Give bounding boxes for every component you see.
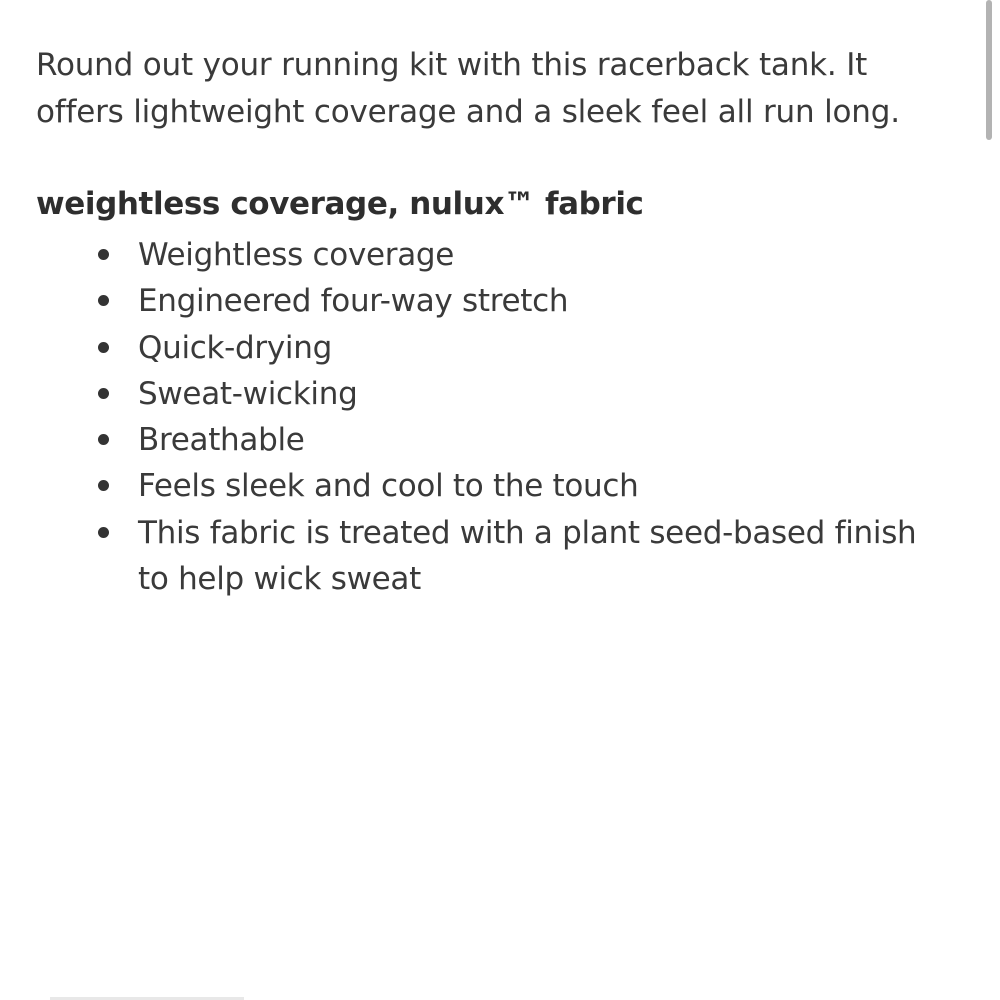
list-item [36,325,946,371]
product-intro-text: Round out your running kit with this racerback tank. It offers lightweight coverage and a sleek feel all run long. [36,47,900,130]
feature-heading: weightless coverage, nulux™ fabric [36,186,644,222]
feature-text: This fabric is treated with a plant seed-based finish to help wick sweat [138,514,917,598]
feature-text: Quick-drying [138,329,332,366]
list-item [36,510,946,603]
feature-text: Sweat-wicking [138,375,358,412]
feature-text: Feels sleek and cool to the touch [138,468,639,505]
list-item [36,417,946,463]
feature-text: Weightless coverage [138,237,455,273]
bullet-icon [98,388,109,399]
bullet-icon [98,342,109,353]
scrollbar[interactable] [986,0,992,140]
faded-feedback-section [50,782,950,808]
feature-text: Engineered four-way stretch [138,283,569,320]
list-item [36,278,946,324]
product-description [36,42,946,602]
feature-text: Breathable [138,422,305,459]
bullet-icon [98,527,109,538]
bullet-icon [98,295,109,306]
bullet-icon [98,434,109,445]
bullet-icon [98,249,109,260]
list-item [36,371,946,417]
list-item [36,232,946,278]
feature-list [36,232,946,602]
bullet-icon [98,480,109,491]
list-item [36,463,946,509]
